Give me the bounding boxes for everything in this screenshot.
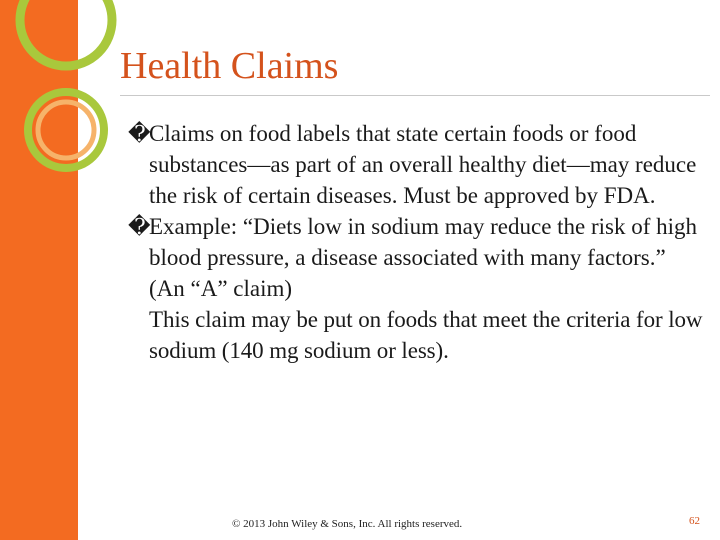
bullet-marker: � bbox=[128, 121, 151, 146]
continuation-text: This claim may be put on foods that meet the criteria for low sodium (140 mg sodium or less). bbox=[149, 307, 703, 363]
inner-peach-ring bbox=[38, 102, 94, 158]
slide-body bbox=[128, 118, 703, 366]
copyright-footer: © 2013 John Wiley & Sons, Inc. All rights reserved. bbox=[232, 518, 463, 530]
bullet-marker: � bbox=[128, 214, 151, 239]
bullet-item bbox=[128, 211, 703, 304]
outer-green-ring bbox=[20, 0, 112, 66]
slide-title: Health Claims bbox=[120, 45, 339, 87]
bullet-text: Example: “Diets low in sodium may reduce the risk of high blood pressure, a disease associated with many factors.” (An “A” claim) bbox=[149, 214, 698, 301]
title-divider bbox=[120, 95, 710, 96]
bullet-text: Claims on food labels that state certain foods or food substances—as part of an overall healthy diet—may reduce the risk of certain diseases. Must be approved by FDA. bbox=[149, 121, 697, 208]
page-number: 62 bbox=[689, 515, 700, 527]
bullet-item bbox=[128, 118, 703, 211]
